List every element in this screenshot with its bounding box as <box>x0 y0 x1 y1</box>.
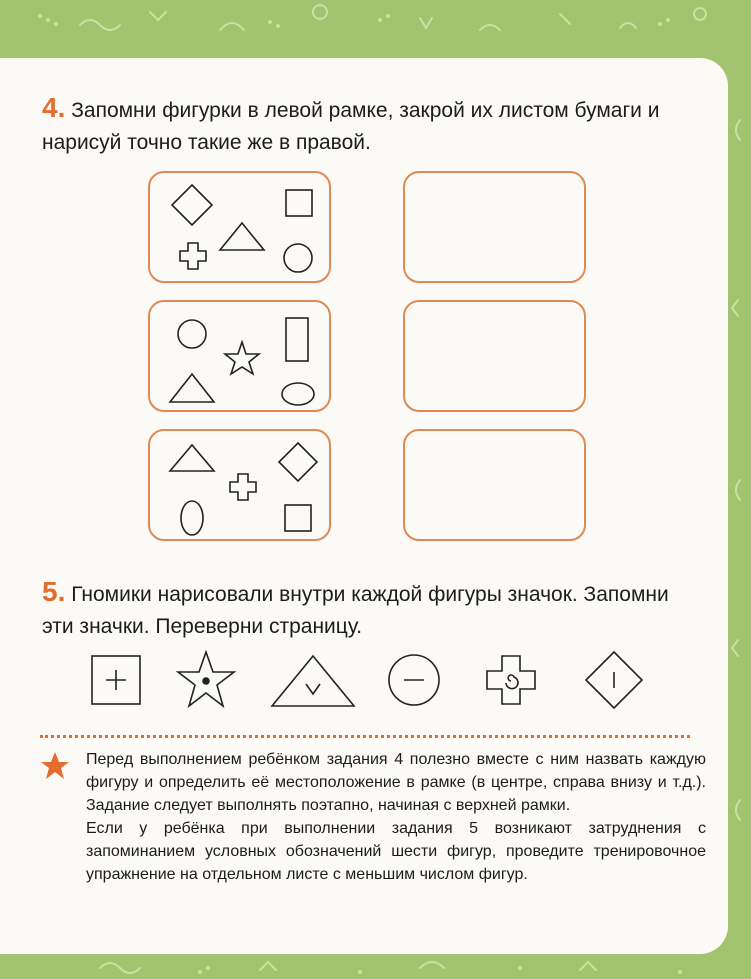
star-icon <box>40 751 70 781</box>
dotted-divider <box>40 735 690 738</box>
worksheet-page <box>0 58 728 954</box>
figures-set-1 <box>150 173 333 285</box>
symbol-row <box>86 648 666 720</box>
star-dot-symbol <box>178 652 234 706</box>
circle-shape <box>178 320 206 348</box>
task-4-number: 4. <box>42 92 66 123</box>
star-shape <box>225 342 259 374</box>
note-paragraph-1: Перед выполнением ребёнком задания 4 полезно вместе с ним назвать каждую фигуру и определить её местоположение в рамке (в центре, справа внизу и т.д.). Задание следует выполнять поэтапно, начиная с верхней рамки. <box>86 751 706 814</box>
square-shape <box>285 505 311 531</box>
rectangle-shape <box>286 318 308 361</box>
cross-spiral-symbol <box>487 656 535 704</box>
left-frame-2 <box>148 300 331 412</box>
task-5-text: Гномики нарисовали внутри каждой фигуры значок. Запомни эти значки. Переверни страницу. <box>42 583 669 638</box>
figures-set-3 <box>150 431 333 543</box>
teacher-note <box>86 748 706 886</box>
diamond-line-symbol <box>586 652 642 708</box>
square-shape <box>286 190 312 216</box>
circle-minus-symbol <box>389 655 439 705</box>
note-paragraph-2: Если у ребёнка при выполнении задания 5 возникают затруднения с запоминанием условных обозначений шести фигур, проведите тренировочное упражнение на отдельном листе с меньшим числом фигур. <box>86 820 706 883</box>
task-4 <box>42 92 702 159</box>
figures-set-2 <box>150 302 333 414</box>
cross-shape <box>230 474 256 500</box>
circle-shape <box>284 244 312 272</box>
task-4-text: Запомни фигурки в левой рамке, закрой их листом бумаги и нарисуй точно такие же в правой. <box>42 99 660 154</box>
cross-shape <box>180 243 206 269</box>
right-frame-3[interactable] <box>403 429 586 541</box>
diamond-shape <box>279 443 317 481</box>
ellipse-shape <box>282 383 314 405</box>
left-frame-1 <box>148 171 331 283</box>
triangle-v-symbol <box>272 656 354 706</box>
left-frame-3 <box>148 429 331 541</box>
triangle-shape <box>220 223 264 250</box>
right-frame-1[interactable] <box>403 171 586 283</box>
square-plus-symbol <box>92 656 140 704</box>
ellipse-shape <box>181 501 203 535</box>
triangle-shape <box>170 374 214 402</box>
triangle-shape <box>170 445 214 471</box>
task-5 <box>42 576 702 643</box>
task-5-number: 5. <box>42 576 66 607</box>
diamond-shape <box>172 185 212 225</box>
right-frame-2[interactable] <box>403 300 586 412</box>
